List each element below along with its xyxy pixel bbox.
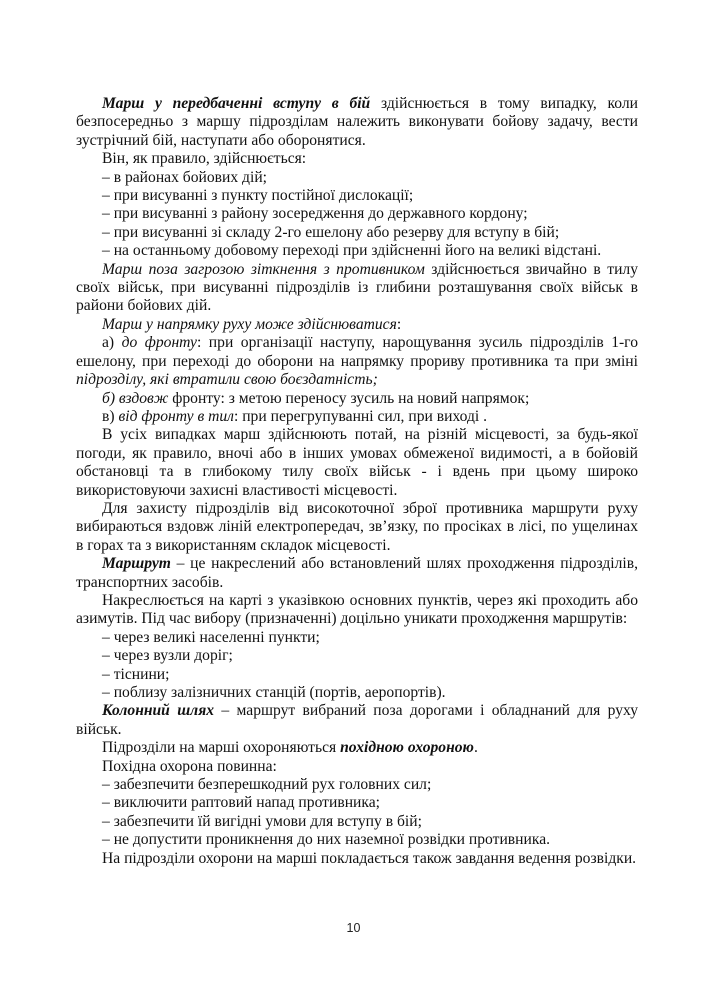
paragraph-guard-must: Похідна охорона повинна: <box>102 757 277 775</box>
paragraph-to-front <box>76 334 638 389</box>
paragraph-text: . <box>473 739 478 757</box>
paragraph-text: : при організації наступу, нарощування зусиль підрозділів 1-го ешелону, при переході до оборони на напрямку прориву противника та при зміні <box>76 334 638 370</box>
paragraph-from-front <box>76 408 638 426</box>
term-march-no-threat: Марш поза загрозою зіткнення з противником <box>102 260 425 278</box>
item-letter: а) <box>102 334 122 352</box>
page-number: 10 <box>346 921 361 935</box>
paragraph-text: : при перегрупуванні сил, при виході . <box>233 407 488 425</box>
list-item: – забезпечити безперешкодний рух головних сил; <box>102 776 432 794</box>
list-item: – при висуванні зі складу 2-го ешелону або резерву для вступу в бій; <box>102 223 560 241</box>
list-item: – через великі населенні пункти; <box>102 628 320 646</box>
list-item: – при висуванні з пункту постійної дислокації; <box>102 187 414 205</box>
list-item: – виключити раптовий напад противника; <box>102 794 380 812</box>
term-march-guard: похідною охороною <box>340 739 474 757</box>
paragraph-text: здійснюється звичайно в тилу своїх військ, при висуванні підрозділів із глибини розташування своїх військ в райони бойових дій. <box>76 260 638 315</box>
term-column-path: Колонний шлях <box>102 702 215 720</box>
paragraph-march-before-battle <box>76 95 638 150</box>
paragraph-text: : <box>396 315 402 333</box>
paragraph-march-guard <box>76 739 638 757</box>
list-item: – тіснини; <box>102 665 170 683</box>
paragraph-text: – це накреслений або встановлений шлях проходження підрозділів, транспортних засобів. <box>76 555 638 591</box>
paragraph-along-front <box>76 390 638 408</box>
paragraph-guard-reconnaissance: На підрозділи охорони на марші покладається також завдання ведення розвідки. <box>102 849 637 867</box>
list-item: – при висуванні з району зосередження до державного кордону; <box>102 205 528 223</box>
paragraph-column-path <box>76 702 638 739</box>
paragraph-text: – маршрут вибраний поза дорогами і обладнаний для руху військ. <box>76 702 639 738</box>
term-march-before-battle: Марш у передбаченні вступу в бій <box>102 95 371 112</box>
page-body <box>76 95 638 868</box>
term-along-front: б) вздовж <box>102 389 169 407</box>
paragraph-text: фронту: з метою переносу зусиль на новий напрямок; <box>168 389 530 407</box>
term-to-front: до фронту <box>121 334 197 352</box>
list-item: – забезпечити їй вигідні умови для вступу в бій; <box>102 812 422 830</box>
paragraph-usually-performed: Він, як правило, здійснюється: <box>102 150 307 168</box>
list-item: – через вузли доріг; <box>102 647 233 665</box>
term-route: Маршрут <box>102 555 171 573</box>
paragraph-march-direction <box>76 316 638 334</box>
list-item: – в районах бойових дій; <box>102 168 267 186</box>
paragraph-text-italic: підрозділу, які втратили свою боєздатність; <box>76 371 378 389</box>
paragraph-text: здійснюється в тому випадку, коли безпосередньо з маршу підрозділам належить виконувати бойову задачу, вести зустрічний бій, наступати або оборонятися. <box>76 95 638 149</box>
list-item: – поблизу залізничних станцій (портів, аеропортів). <box>102 684 446 701</box>
paragraph-text: Підрозділи на марші охороняються <box>102 739 341 757</box>
list-item: – не допустити проникнення до них наземної розвідки противника. <box>102 831 551 849</box>
paragraph-map-marking: Накреслюється на карті з указівкою основних пунктів, через які проходить або азимутів. Під час вибору (призначенні) доцільно уникати проходження маршрутів: <box>76 591 638 628</box>
paragraph-all-cases: В усіх випадках марш здійснюють потай, на різній місцевості, за будь-якої погоди, як правило, вночі або в інших умовах обмеженої видимості, а в бойовій обстановці та в глибокому тилу своїх військ - і вдень при цьому широко використовуючи захисні властивості місцевості. <box>76 426 638 499</box>
paragraph-route-definition <box>76 555 638 592</box>
term-from-front: від фронту в тил <box>118 407 234 425</box>
paragraph-march-no-threat <box>76 261 638 316</box>
list-item: – на останньому добовому переході при здійсненні його на великі відстані. <box>102 242 602 260</box>
paragraph-protection: Для захисту підрозділів від високоточної зброї противника маршрути руху вибираються вздовж ліній електропередач, зв’язку, по просіках в лісі, по ущелинах в горах та з використанням складок місцевості. <box>76 499 638 554</box>
term-march-direction: Марш у напрямку руху може здійснюватися <box>102 315 397 333</box>
item-letter: в) <box>102 407 119 425</box>
